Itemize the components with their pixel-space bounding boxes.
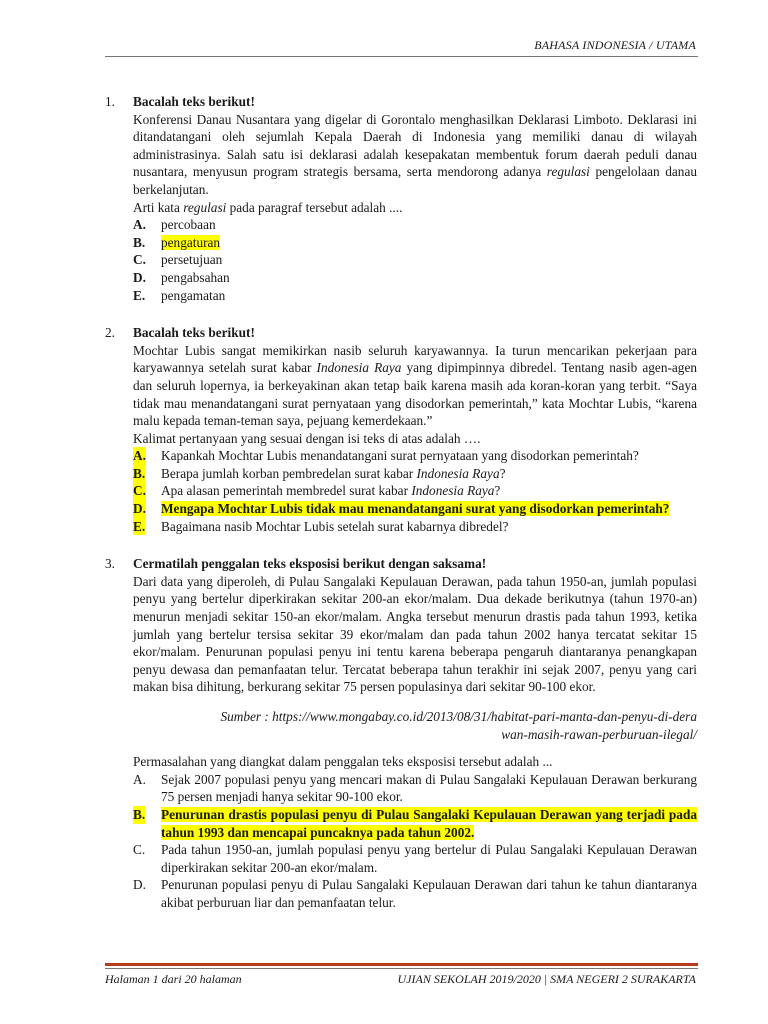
option-letter: D. [133,877,146,893]
option-letter: B. [133,234,146,250]
header-divider [105,56,698,57]
option-letter: A. [133,771,146,787]
passage-text: Konferensi Danau Nusantara yang digelar di Gorontalo menghasilkan Deklarasi Limboto. Deklarasi ini ditandatangani oleh sejumlah Kepala Daerah di Indonesia yang memiliki danau di wilayah administrasinya. Salah satu isi deklarasi adalah kesepakatan membentuk forum daerah peduli danau nusantara, menyusun program strategis bersama, serta mendorong adanya [133,111,697,180]
reading-passage [133,342,697,430]
option-letter: C. [133,483,146,499]
option-text: Pada tahun 1950-an, jumlah populasi penyu yang bertelur di Pulau Sangalaki Kepulauan Derawan diperkirakan sekitar 200-an ekor/malam. [161,842,697,875]
prompt-text-end: pada paragraf tersebut adalah .... [226,199,403,215]
option-text-end: ? [499,465,506,481]
option-letter: E. [133,518,146,534]
passage-italic: Indonesia Raya [316,360,402,376]
answer-option-b[interactable] [133,465,697,483]
footer-exam-info: UJIAN SEKOLAH 2019/2020 | SMA NEGERI 2 SURAKARTA [397,972,696,986]
option-letter: C. [133,842,146,858]
footer-divider-thin [105,968,698,969]
passage-text-end: pengelolaan danau berkelanjutan. [133,164,697,197]
footer-divider-thick [105,963,698,966]
option-text: percobaan [161,217,216,233]
option-text: Bagaimana nasib Mochtar Lubis setelah surat kabarnya dibredel? [161,518,509,534]
answer-option-a[interactable] [133,216,697,234]
option-letter: D. [133,269,146,285]
option-text: Apa alasan pemerintah membredel surat kabar [161,483,412,499]
option-italic: Indonesia Raya [416,465,500,481]
footer-page-info: Halaman 1 dari 20 halaman [105,972,242,986]
option-text: Kapankah Mochtar Lubis menandatangani surat pernyataan yang disodorkan pemerintah? [161,448,639,464]
answer-option-c[interactable] [133,482,697,500]
answer-option-e[interactable] [133,287,697,305]
prompt-text: Arti kata [133,199,184,215]
question-instruction: Bacalah teks berikut! [133,94,255,109]
question-instruction: Cermatilah penggalan teks eksposisi berikut dengan saksama! [133,556,487,572]
answer-option-a[interactable] [133,771,697,806]
passage-text: Mochtar Lubis sangat memikirkan nasib seluruh karyawannya. Ia turun mencarikan pekerjaan para karyawannya setelah surat kabar [133,342,697,376]
option-text: pengamatan [161,287,226,303]
answer-option-c[interactable] [133,841,697,876]
option-text: persetujuan [161,252,223,268]
option-italic: Indonesia Raya [411,483,495,499]
option-text-highlighted: Mengapa Mochtar Lubis tidak mau menandatangani surat yang disodorkan pemerintah? [161,501,670,517]
option-letter: C. [133,252,146,268]
answer-option-d[interactable] [133,269,697,287]
option-text-highlighted: Penurunan drastis populasi penyu di Pulau Sangalaki Kepulauan Derawan yang terjadi pada tahun 1993 dan mencapai puncaknya pada tahun 2002. [161,806,697,840]
option-text-highlighted: pengaturan [161,234,221,250]
option-text: Berapa jumlah korban pembredelan surat kabar [161,465,417,481]
option-text-end: ? [494,483,501,499]
option-letter: D. [133,501,146,517]
source-line-2: wan-masih-rawan-perburuan-ilegal/ [501,726,697,742]
question-prompt: Kalimat pertanyaan yang sesuai dengan isi teks di atas adalah …. [133,430,481,446]
question-number: 1. [105,94,115,109]
answer-option-d[interactable] [133,500,697,518]
option-letter: B. [133,806,146,822]
question-instruction: Bacalah teks berikut! [133,325,255,341]
passage-source [133,708,697,743]
option-text: Sejak 2007 populasi penyu yang mencari makan di Pulau Sangalaki Kepulauan Derawan berkurang 75 persen menjadi hanya sekitar 90-100 ekor. [161,771,697,805]
answer-option-c[interactable] [133,251,697,269]
source-line-1: Sumber : https://www.mongabay.co.id/2013/08/31/habitat-pari-manta-dan-penyu-di-dera [220,709,697,724]
passage-text-end: yang dipimpinnya dibredel. Tentang nasib agen-agen dan seluruh lopernya, ia berkeyakinan akan tetap baik karena masih ada koran-koran yang terbit. “Saya tidak mau menandatangani surat pernyataan yang disodorkan pemerintah,” kata Mochtar Lubis, “karena malu kepada teman-teman saya, pejuang kemerdekaan.” [133,360,697,429]
answer-option-b[interactable] [133,806,697,841]
option-letter: B. [133,465,146,481]
answer-option-d[interactable] [133,876,697,911]
passage-italic: regulasi [546,164,590,180]
question-2 [105,324,697,535]
question-prompt [133,199,697,217]
question-number: 3. [105,556,115,572]
option-letter: A. [133,448,146,464]
exam-content [105,93,697,912]
option-text: Penurunan populasi penyu di Pulau Sangalaki Kepulauan Derawan dari tahun ke tahun diantaranya akibat perburuan liar dan pemanfaatan telur. [161,877,697,910]
answer-option-e[interactable] [133,518,697,536]
question-3 [105,555,697,911]
option-letter: E. [133,287,146,303]
prompt-italic: regulasi [183,199,227,215]
question-number: 2. [105,325,115,341]
reading-passage [133,111,697,199]
question-prompt: Permasalahan yang diangkat dalam penggalan teks eksposisi tersebut adalah ... [133,754,553,770]
answer-option-b[interactable] [133,234,697,252]
option-text: pengabsahan [161,269,230,285]
answer-option-a[interactable] [133,447,697,465]
option-letter: A. [133,217,146,233]
reading-passage: Dari data yang diperoleh, di Pulau Sangalaki Kepulauan Derawan, pada tahun 1950-an, jumlah populasi penyu yang bertelur diperkirakan sekitar 200-an ekor/malam. Dua dekade berikutnya (tahun 1970-an) menurun menjadi sekitar 150-an ekor/malam. Angka tersebut menurun drastis pada tahun 1993, ketika jumlah yang bertelur tersisa sekitar 39 ekor/malam dan pada tahun 2002 hanya tercatat sekitar 15 ekor/malam. Penurunan populasi penyu ini tentu karena beberapa pengaruh diantaranya penangkapan penyu dewasa dan pemanfaatan telur. Tercatat beberapa tahun terakhir ini sejak 2007, penyu yang cari makan bisa dihitung, berkurang sekitar 75 persen populasinya dari sekitar 90-100 ekor. [133,573,697,695]
question-1 [105,93,697,304]
page-header-title: BAHASA INDONESIA / UTAMA [534,38,696,52]
